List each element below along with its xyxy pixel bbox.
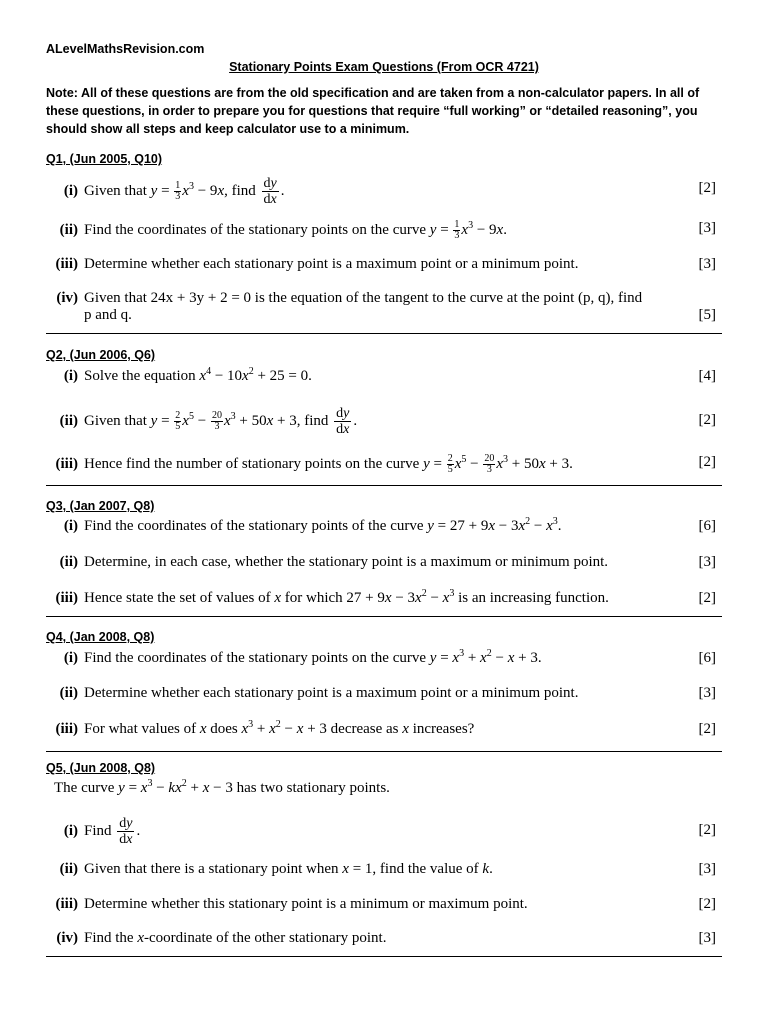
part-label: (iii) (55, 721, 78, 737)
q4-heading: Q4, (Jan 2008, Q8) (46, 630, 155, 644)
marks: [2] (698, 454, 716, 470)
stem-text: has two stationary points. (236, 780, 390, 796)
part-label: (i) (63, 182, 78, 199)
marks: [2] (698, 896, 716, 912)
part-text: Find the coordinates of the stationary points on the curve (84, 221, 427, 238)
q2-part-i: (i) Solve the equation $x^4 - 10x^2 + 25 = 0$. [4] (48, 368, 720, 385)
q4-part-iii: (iii) For what values of x does $x^3 + x^2 - x + 3$ decrease as x increases? [2] (48, 721, 720, 738)
part-text: Find the (84, 930, 134, 946)
q5-part-iii (48, 896, 720, 913)
q1-part-iv (48, 290, 720, 324)
q5-part-iv: (iv) Find the x-coordinate of the other stationary point. [3] (48, 930, 720, 947)
part-label: (ii) (59, 554, 78, 570)
part-text: , find the value of (372, 861, 479, 877)
part-label: (iii) (55, 590, 78, 606)
marks: [3] (698, 220, 716, 236)
q5-part-ii: (ii) Given that there is a stationary point when x = 1, find the value of k. [3] (48, 861, 720, 878)
part-text: Solve the equation (84, 368, 196, 384)
part-label: (i) (63, 368, 78, 384)
divider (46, 333, 722, 334)
q2-part-ii: (ii) Given that y = $\frac{2}{5}$ $x^5$ − $\frac{20}{3}$ $x^3 + 50x + 3$, find $\frac{dy}{dx}$ . [2] (48, 406, 720, 437)
marks: [3] (698, 685, 716, 701)
part-text: Determine whether each stationary point is a maximum point or a minimum point. (84, 256, 579, 272)
marks: [2] (698, 822, 716, 838)
part-text: Given that 24x + 3y + 2 = 0 is the equation of the tangent to the curve at the point (p, q), find (84, 290, 643, 306)
marks: [2] (698, 590, 716, 606)
part-text-find: , find (296, 412, 329, 429)
part-label: (ii) (59, 861, 78, 877)
q5-heading: Q5, (Jun 2008, Q8) (46, 761, 156, 775)
part-label: (iii) (55, 896, 78, 912)
marks: [2] (698, 721, 716, 737)
part-text: increases? (412, 721, 475, 737)
part-label: (iv) (56, 290, 78, 306)
part-label: (i) (63, 518, 78, 534)
marks: [3] (698, 861, 716, 877)
part-label: (i) (63, 650, 78, 666)
marks: [3] (698, 930, 716, 946)
stem-text: The curve (54, 780, 115, 796)
page-title: Stationary Points Exam Questions (From OCR 4721) (229, 60, 539, 74)
q3-part-ii (48, 554, 720, 571)
q3-heading: Q3, (Jan 2007, Q8) (46, 499, 155, 513)
q5-stem: The curve $y = x^3 - kx^2 + x - 3$ has two stationary points. (54, 778, 390, 796)
divider (46, 751, 722, 752)
part-text: Find the coordinates of the stationary points of the curve (84, 518, 424, 534)
divider (46, 485, 722, 486)
part-text: for which (284, 590, 343, 606)
part-text: Find (84, 822, 112, 839)
part-text: Given that there is a stationary point when (84, 861, 339, 877)
q2-heading: Q2, (Jun 2006, Q6) (46, 348, 156, 362)
site-name: ALevelMathsRevision.com (46, 42, 205, 56)
part-text: Determine whether each stationary point is a maximum point or a minimum point. (84, 685, 579, 701)
q3-part-i: (i) Find the coordinates of the stationary points of the curve $y = 27 + 9x - 3x^2 - x^3$. [6] (48, 518, 720, 535)
q2-part-iii: (iii) Hence find the number of stationary points on the curve y = $\frac{2}{5}$ $x^5$ − $\frac{20}{3}$ $x^3 + 50x + 3$. [2] (48, 454, 720, 475)
q1-part-i: (i) Given that y = $\frac{1}{3}$ $x^3 - 9x$, find $\frac{dy}{dx}$ . [2] (48, 176, 720, 207)
marks: [5] (698, 307, 716, 323)
part-text: is an increasing function. (458, 590, 609, 606)
divider (46, 616, 722, 617)
part-text: Find the coordinates of the stationary points on the curve (84, 650, 427, 666)
note-paragraph: Note: All of these questions are from the old specification and are taken from a non-calculator papers. In all of these questions, in order to prepare you for questions that require “full working” or “detailed reasoning”, you should show all steps and keep calculator use to a minimum. (46, 86, 700, 136)
q4-part-ii (48, 685, 720, 702)
part-text: Determine, in each case, whether the stationary point is a maximum or minimum point. (84, 554, 609, 570)
marks: [2] (698, 180, 716, 196)
marks: [4] (698, 368, 716, 384)
part-label: (i) (63, 822, 78, 839)
part-text: Hence state the set of values of (84, 590, 271, 606)
q1-part-ii: (ii) Find the coordinates of the stationary points on the curve y = $\frac{1}{3}$ $x^3 - 9x$. [3] (48, 220, 720, 241)
part-label: (iv) (56, 930, 78, 946)
part-label: (iii) (55, 455, 78, 472)
part-text-find: , find (224, 182, 256, 199)
part-text: Given that (84, 182, 147, 199)
marks: [3] (698, 554, 716, 570)
part-text: decrease as (330, 721, 399, 737)
part-text: -coordinate of the other stationary point. (144, 930, 387, 946)
part-text: Determine whether this stationary point is a minimum or maximum point. (84, 896, 528, 912)
marks: [2] (698, 412, 716, 428)
part-label: (iii) (55, 256, 78, 272)
part-label: (ii) (59, 221, 78, 238)
marks: [3] (698, 256, 716, 272)
divider (46, 956, 722, 957)
part-text: For what values of (84, 721, 197, 737)
part-label: (ii) (59, 685, 78, 701)
part-text: Given that (84, 412, 147, 429)
part-text: Hence find the number of stationary points on the curve (84, 455, 420, 472)
q1-heading: Q1, (Jun 2005, Q10) (46, 152, 163, 166)
q1-part-iii (48, 256, 720, 273)
q5-part-i: (i) Find $\frac{dy}{dx}$ . [2] (48, 816, 720, 847)
q3-part-iii: (iii) Hence state the set of values of x for which $27 + 9x - 3x^2 - x^3$ is an increasing function. [2] (48, 590, 720, 607)
part-text-continued: p and q. (84, 307, 132, 323)
part-text: does (210, 721, 238, 737)
part-label: (ii) (59, 412, 78, 429)
q4-part-i: (i) Find the coordinates of the stationary points on the curve $y = x^3 + x^2 - x + 3$. [6] (48, 650, 720, 667)
marks: [6] (698, 650, 716, 666)
marks: [6] (698, 518, 716, 534)
